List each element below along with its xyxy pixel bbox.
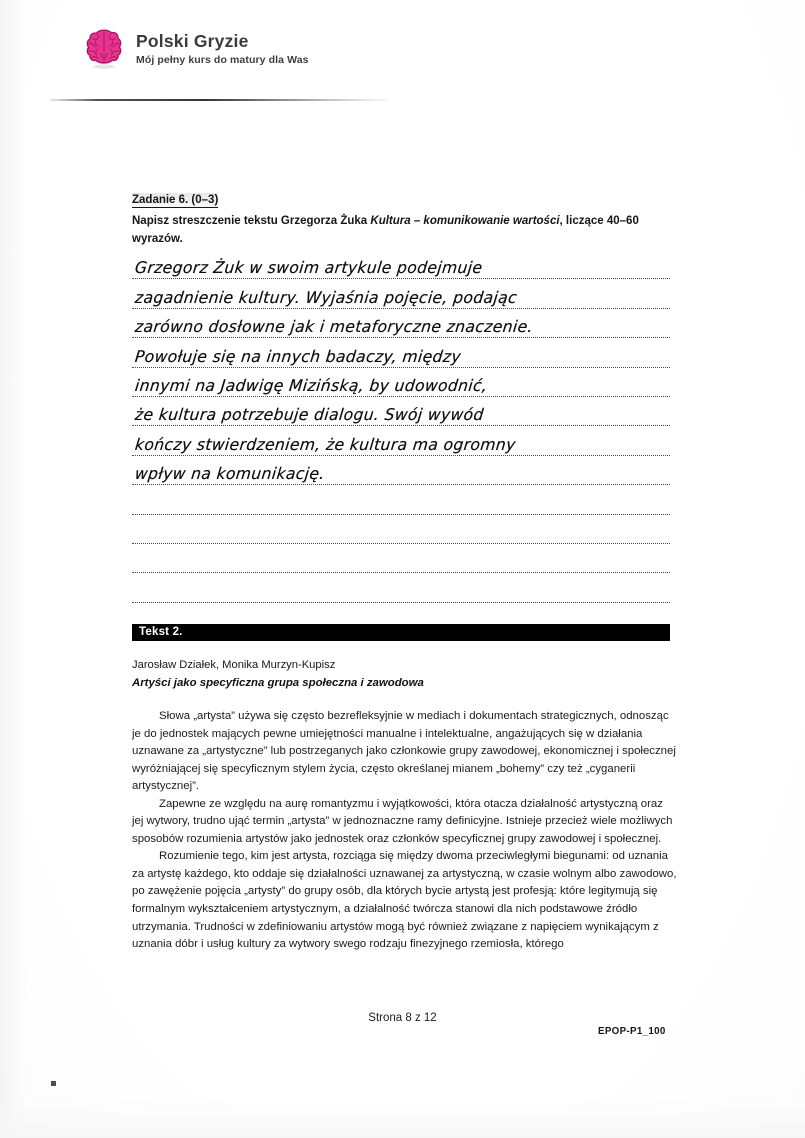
brand-subtitle: Mój pełny kurs do matury dla Was (136, 53, 309, 66)
brand-title: Polski Gryzie (136, 31, 249, 51)
answer-line[interactable] (132, 489, 670, 518)
answer-line[interactable] (132, 372, 670, 401)
header-divider (50, 99, 390, 101)
answer-line[interactable] (132, 460, 670, 489)
answer-line[interactable] (132, 577, 670, 606)
answer-line-rule (132, 337, 670, 338)
handwritten-answer-line: zarówno dosłowne jak i metaforyczne znaczenie. (134, 317, 534, 337)
footer-page-number: Strona 8 z 12 (368, 1012, 437, 1024)
answer-line[interactable] (132, 313, 670, 342)
handwritten-answer-line: zagadnienie kultury. Wyjaśnia pojęcie, podając (134, 288, 518, 307)
text-paragraph: Słowa „artysta” używa się często bezrefleksyjnie w mediach i dokumentach strategicznych, odnosząc je do jednostek mających pewne umiejętności manualne i intelektualne, angażujących się w działania uznawane za „artystyczne” lub postrzeganych jako członkowie grupy zawodowej, ekonomicznej i społecznej wyróżniającej się specyficznym stylem życia, często określanej mianem „bohemy” czy też „cyganerii artystycznej”. (132, 710, 676, 793)
source-block (132, 658, 672, 691)
answer-line-rule (132, 572, 670, 573)
handwritten-answer-line: kończy stwierdzeniem, że kultura ma ogromny (134, 435, 517, 454)
handwritten-answer-line: wpływ na komunikację. (134, 464, 326, 484)
answer-line[interactable] (132, 283, 670, 312)
answer-line-rule (132, 602, 670, 603)
answer-line-rule (132, 308, 670, 309)
answer-line[interactable] (132, 430, 670, 459)
task-instruction-title: Kultura – komunikowanie wartości (370, 215, 560, 227)
handwritten-answer-line: że kultura potrzebuje dialogu. Swój wywód (134, 405, 485, 425)
text-section-band: Tekst 2. (132, 624, 670, 641)
text-paragraph: Rozumienie tego, kim jest artysta, rozciąga się między dwoma przeciwległymi biegunami: od uznania za artystę każdego, kto oddaje się działalności uznawanej za artystyczną, w czasie wolnym albo zawodowo, po zawężenie pojęcia „artysty” do grupy osób, dla których bycie artystą jest profesją: które legitymują się formalnym wykształceniem artystycznym, a działalność twórcza stanowi dla nich podstawowe źródło utrzymania. Trudności w zdefiniowaniu artystów mogą być również związane z napięciem wynikającym z uznania dóbr i usług kultury za wytwory swego rodzaju finezyjnego rzemiosła, którego (132, 850, 677, 951)
handwritten-answer-line: Grzegorz Żuk w swoim artykule podejmuje (134, 258, 484, 278)
brand-text (136, 33, 309, 65)
text-section-body (132, 708, 677, 954)
handwritten-answer-line: Powołuje się na innych badaczy, między (134, 346, 462, 366)
source-title: Artyści jako specyficzna grupa społeczna i zawodowa (132, 677, 424, 689)
answer-area[interactable] (132, 254, 670, 607)
task-instruction-prefix: Napisz streszczenie tekstu Grzegorza Żuka (132, 215, 371, 227)
answer-line-rule (132, 278, 670, 279)
task-instruction-suffix: , liczące 40–60 wyrazów. (132, 215, 639, 245)
brain-icon (84, 28, 124, 70)
task-block (132, 190, 670, 248)
answer-line-rule (132, 455, 670, 456)
answer-line-rule (132, 396, 670, 397)
scan-speck (51, 1081, 56, 1086)
answer-line-rule (132, 543, 670, 544)
answer-line[interactable] (132, 519, 670, 548)
answer-line[interactable] (132, 401, 670, 430)
scan-edge-left (0, 0, 26, 1138)
handwritten-answer-line: innymi na Jadwigę Mizińską, by udowodnić, (134, 376, 489, 395)
task-number-label: Zadanie 6. (0–3) (132, 194, 219, 206)
footer-exam-code: EPOP-P1_100 (598, 1026, 666, 1037)
answer-line[interactable] (132, 548, 670, 577)
task-instruction (132, 213, 666, 248)
answer-line[interactable] (132, 342, 670, 371)
answer-line-rule (132, 484, 670, 485)
answer-line-rule (132, 367, 670, 368)
brand-header (84, 28, 309, 70)
scan-edge-bottom (0, 1098, 805, 1138)
answer-line-rule (132, 514, 670, 515)
answer-line[interactable] (132, 254, 670, 283)
text-paragraph: Zapewne ze względu na aurę romantyzmu i wyjątkowości, która otacza działalność artystyczną oraz jej wytwory, trudno ująć termin „artysta” w jednoznaczne ramy definicyjne. Istnieje przecież wiele możliwych sposobów rozumienia artystów jako jednostek oraz członków specyficznej grupy zawodowej i społecznej. (132, 797, 673, 845)
source-authors: Jarosław Działek, Monika Murzyn-Kupisz (132, 659, 336, 671)
answer-line-rule (132, 425, 670, 426)
